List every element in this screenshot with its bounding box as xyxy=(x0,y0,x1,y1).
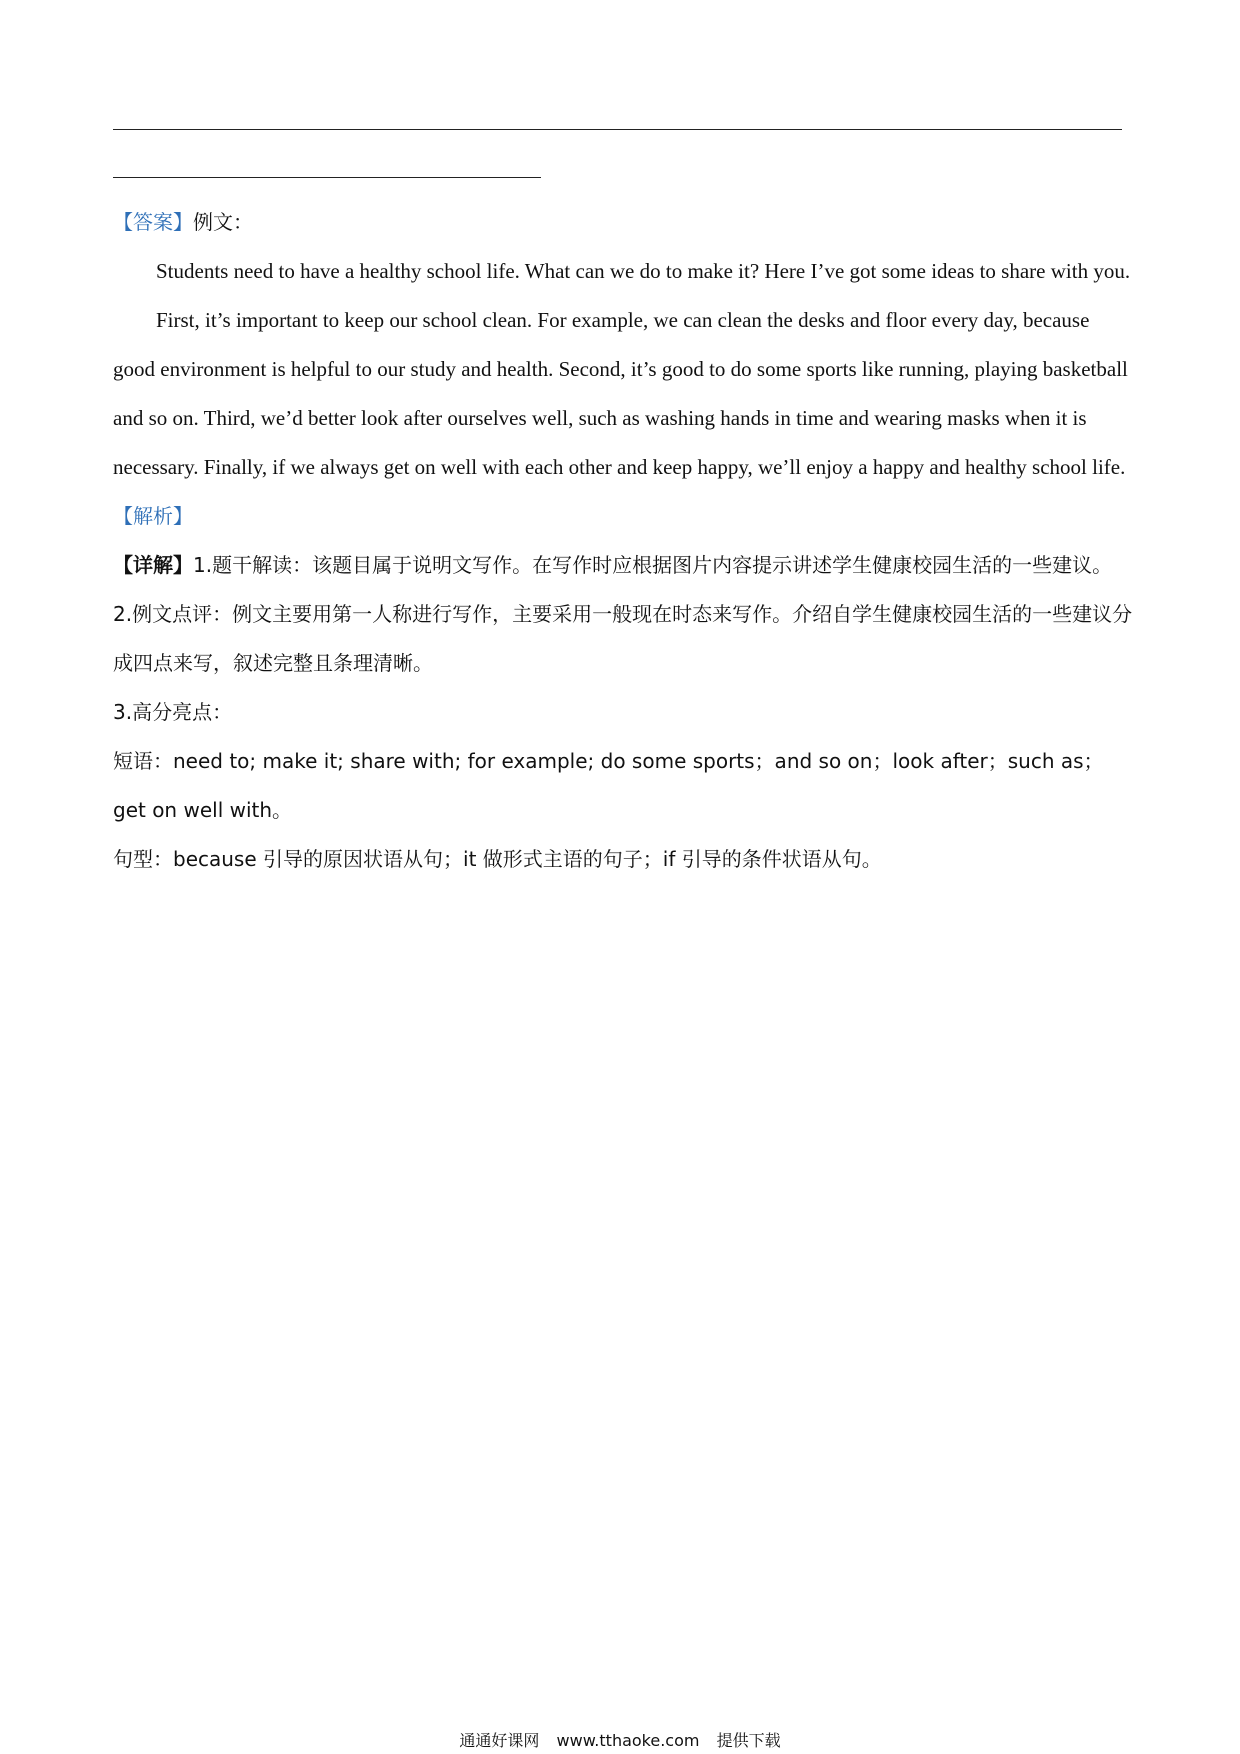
page-footer xyxy=(0,1728,1240,1751)
analysis-point-1 xyxy=(113,541,1133,590)
answer-intro: 例文： xyxy=(193,210,253,234)
answer-section xyxy=(113,198,1133,884)
sentences-line: 句型：because 引导的原因状语从句；it 做形式主语的句子；if 引导的条件状语从句。 xyxy=(113,847,882,871)
phrases-line: 短语：need to; make it; share with; for example; do some sports；and so on；look after；such as；get on well with。 xyxy=(113,749,1104,822)
answer-blank-line-1 xyxy=(113,129,1122,130)
answer-label: 【答案】 xyxy=(113,210,193,234)
analysis-point-3: 3.高分亮点： xyxy=(113,700,233,724)
answer-heading xyxy=(113,198,1133,247)
analysis-point-2: 2.例文点评：例文主要用第一人称进行写作，主要采用一般现在时态来写作。介绍自学生健康校园生活的一些建议分成四点来写，叙述完整且条理清晰。 xyxy=(113,602,1133,675)
footer-url: www.tthaoke.com xyxy=(556,1731,700,1750)
analysis-label: 【解析】 xyxy=(113,504,193,528)
essay-paragraph-2: First, it’s important to keep our school clean. For example, we can clean the desks and floor every day, because good environment is helpful to our study and health. Second, it’s good to do some sports like running, playing basketball and so on. Third, we’d better look after ourselves well, such as washing hands in time and wearing masks when it is necessary. Finally, if we always get on well with each other and keep happy, we’ll enjoy a happy and healthy school life. xyxy=(113,308,1128,479)
analysis-heading xyxy=(113,492,1133,541)
footer-site-name: 通通好课网 xyxy=(459,1731,540,1750)
detail-label: 【详解】 xyxy=(113,553,193,577)
analysis-point-1-text: 1.题干解读：该题目属于说明文写作。在写作时应根据图片内容提示讲述学生健康校园生活的一些建议。 xyxy=(193,553,1113,577)
answer-blank-line-2 xyxy=(113,177,541,178)
footer-note: 提供下载 xyxy=(716,1731,781,1750)
essay-paragraph-1: Students need to have a healthy school life. What can we do to make it? Here I’ve got some ideas to share with you. xyxy=(156,259,1131,283)
